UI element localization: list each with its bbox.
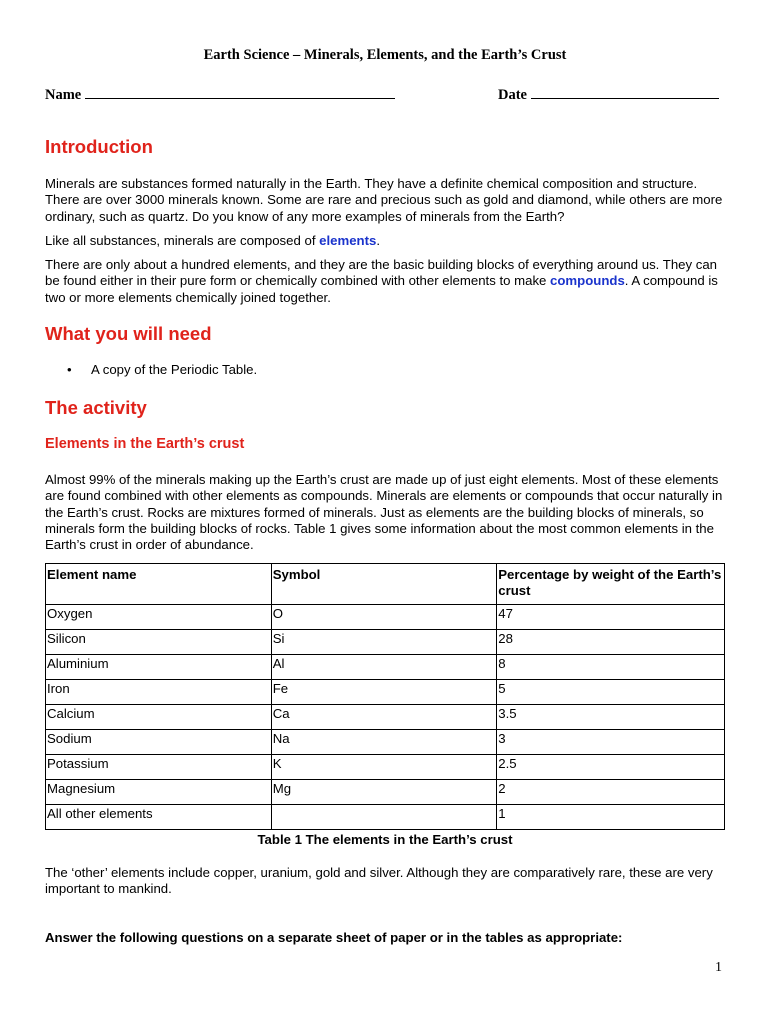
- cell-element: Iron: [46, 680, 272, 705]
- elements-keyword: elements: [319, 233, 377, 248]
- cell-percentage: 8: [497, 655, 725, 680]
- name-blank-line[interactable]: [85, 84, 395, 99]
- page-number: 1: [715, 960, 722, 975]
- what-you-will-need-heading: What you will need: [45, 323, 212, 344]
- table-row: [46, 705, 725, 730]
- elements-table: [45, 563, 725, 830]
- cell-element: Aluminium: [46, 655, 272, 680]
- activity-paragraph: Almost 99% of the minerals making up the Earth’s crust are made up of just eight elements. Most of these elements are found combined with other elements as compounds. Minerals are elements or compounds that occur naturally in the Earth’s crust. Rocks are mixtures formed of minerals. Just as elements are the building blocks of minerals, so minerals form the building blocks of rocks. Table 1 gives some information about the most common elements in the Earth’s crust in order of abundance.: [45, 472, 723, 553]
- bullet-icon: •: [67, 362, 72, 377]
- cell-element: Calcium: [46, 705, 272, 730]
- cell-symbol: Na: [271, 730, 497, 755]
- table-row: [46, 780, 725, 805]
- instruction-text: Answer the following questions on a separate sheet of paper or in the tables as appropriate:: [45, 930, 623, 945]
- cell-symbol: Al: [271, 655, 497, 680]
- cell-symbol: Si: [271, 630, 497, 655]
- cell-symbol: Ca: [271, 705, 497, 730]
- cell-percentage: 5: [497, 680, 725, 705]
- compounds-keyword: compounds: [550, 273, 625, 289]
- introduction-heading: Introduction: [45, 136, 153, 157]
- list-item-text: A copy of the Periodic Table.: [91, 362, 258, 377]
- cell-percentage: 2.5: [497, 755, 725, 780]
- table-row: [46, 655, 725, 680]
- intro-p3-end: . A compound is two or more elements chemically joined together.: [45, 273, 718, 305]
- cell-symbol: K: [271, 755, 497, 780]
- table-row: [46, 630, 725, 655]
- date-label: Date: [498, 87, 527, 103]
- table-row: [46, 730, 725, 755]
- cell-symbol: Fe: [271, 680, 497, 705]
- intro-paragraph-3: [45, 257, 730, 306]
- other-elements-paragraph: The ‘other’ elements include copper, uranium, gold and silver. Although they are comparatively rare, these are very important to mankind.: [45, 865, 713, 897]
- cell-symbol: Mg: [271, 780, 497, 805]
- cell-symbol: [271, 805, 497, 830]
- cell-element: All other elements: [46, 805, 272, 830]
- cell-element: Oxygen: [46, 605, 272, 630]
- cell-element: Silicon: [46, 630, 272, 655]
- header-element-name: Element name: [46, 564, 272, 605]
- name-label: Name: [45, 87, 82, 103]
- cell-percentage: 28: [497, 630, 725, 655]
- elements-subheading: Elements in the Earth’s crust: [45, 436, 245, 452]
- table-caption: Table 1 The elements in the Earth’s crust: [257, 832, 513, 847]
- cell-symbol: O: [271, 605, 497, 630]
- date-field[interactable]: [498, 84, 719, 104]
- table-row: [46, 605, 725, 630]
- list-item: [45, 362, 257, 377]
- cell-percentage: 3.5: [497, 705, 725, 730]
- date-blank-line[interactable]: [531, 84, 719, 99]
- intro-paragraph-1: Minerals are substances formed naturally in the Earth. They have a definite chemical composition and structure. There are over 3000 minerals known. Some are rare and precious such as gold and diamond, while others are more ordinary, such as quartz. Do you know of any more examples of minerals from the Earth?: [45, 176, 723, 224]
- table-row: [46, 805, 725, 830]
- cell-element: Potassium: [46, 755, 272, 780]
- cell-element: Sodium: [46, 730, 272, 755]
- header-percentage: Percentage by weight of the Earth’s crust: [497, 564, 725, 605]
- table-row: [46, 755, 725, 780]
- page-title: Earth Science – Minerals, Elements, and the Earth’s Crust: [203, 47, 567, 63]
- intro-paragraph-2: [45, 233, 730, 249]
- cell-percentage: 1: [497, 805, 725, 830]
- header-symbol: Symbol: [271, 564, 497, 605]
- cell-percentage: 3: [497, 730, 725, 755]
- needs-list: [45, 362, 257, 377]
- intro-p2-end: .: [376, 233, 381, 248]
- intro-p3-text: There are only about a hundred elements, and they are the basic building blocks of everything around us. They can be found either in their pure form or chemically combined with other elements to make: [45, 257, 718, 289]
- cell-percentage: 2: [497, 780, 725, 805]
- the-activity-heading: The activity: [45, 397, 147, 418]
- cell-percentage: 47: [497, 605, 725, 630]
- intro-p2-text: Like all substances, minerals are composed of: [45, 233, 320, 248]
- name-field[interactable]: [45, 84, 395, 104]
- table-header-row: [46, 564, 725, 605]
- table-row: [46, 680, 725, 705]
- cell-element: Magnesium: [46, 780, 272, 805]
